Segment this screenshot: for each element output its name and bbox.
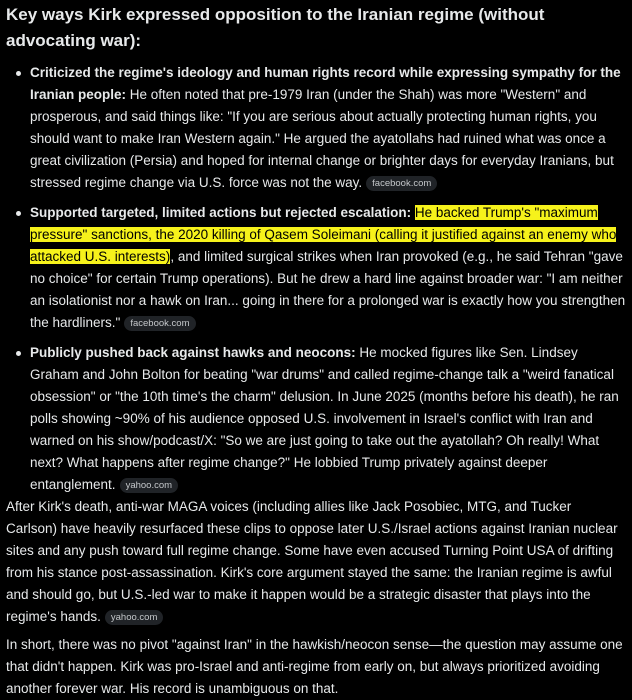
bullet-text: He often noted that pre-1979 Iran (under the Shah) was more "Western" and prosperous, and said things like: "If you are serious about actually protecting human rights, you should want to make Iran Western again." He argued the ayatollahs had ruined what was once a great civilization (Persia) and hoped for internal change or brighter days for everyday Iranians, but stressed regime change via U.S. force was not the way. xyxy=(30,87,614,190)
highlighted-text: He backed Trump's "maximum pressure" sanctions, the 2020 killing of Qasem Soleimani (calling it justified against an enemy who attacked U.S. interests) xyxy=(30,205,617,264)
bullet-lead: Criticized the regime's ideology and human rights record while expressing sympathy for the Iranian people: xyxy=(30,65,621,102)
list-item xyxy=(30,62,626,194)
section-heading: Key ways Kirk expressed opposition to the Iranian regime (without advocating war): xyxy=(6,5,545,50)
bullet-text: He mocked figures like Sen. Lindsey Graham and John Bolton for beating "war drums" and called regime-change talk a "weird fanatical obsession" or "the 10th time's the charm" delusion. In June 2025 (months before his death), he ran polls showing ~90% of his audience opposed U.S. involvement in Israel's conflict with Iran and warned on his show/podcast/X: "So we are just going to take out the ayatollah? Oh really! What next? What happens after regime change?" He lobbied Trump privately against deeper entanglement. xyxy=(30,345,619,492)
after-paragraph xyxy=(6,496,626,628)
bullet-lead: Supported targeted, limited actions but rejected escalation: xyxy=(30,205,412,220)
bullet-lead: Publicly pushed back against hawks and neocons: xyxy=(30,345,356,360)
bullet-list xyxy=(6,62,626,496)
bullet-text: , and limited surgical strikes when Iran provoked (e.g., he said Tehran "gave no choice" for certain Trump operations). But he drew a hard line against broader war: "I am neither an isolationist nor a hawk on Iran... going in there for a prolonged war is exactly how you strengthen the hardliners." xyxy=(30,249,626,330)
source-chip-facebook[interactable]: facebook.com xyxy=(124,316,195,331)
paragraph-text: After Kirk's death, anti-war MAGA voices (including allies like Jack Posobiec, MTG, and Tucker Carlson) have heavily resurfaced these clips to oppose later U.S./Israel actions against Iranian nuclear sites and any push toward full regime change. Some have even accused Turning Point USA of drifting from his stance post-assassination. Kirk's core argument stayed the same: the Iranian regime is awful and should go, but U.S.-led war to make it happen would be a strategic disaster that plays into the regime's hands. xyxy=(6,499,618,624)
source-chip-yahoo[interactable]: yahoo.com xyxy=(105,610,163,625)
list-item xyxy=(30,342,626,496)
list-item xyxy=(30,202,626,334)
closing-paragraph: In short, there was no pivot "against Iran" in the hawkish/neocon sense—the question may assume one that didn't happen. Kirk was pro-Israel and anti-regime from early on, but always prioritized avoiding another forever war. His record is unambiguous on that. xyxy=(6,637,623,696)
source-chip-yahoo[interactable]: yahoo.com xyxy=(120,478,178,493)
source-chip-facebook[interactable]: facebook.com xyxy=(366,176,437,191)
